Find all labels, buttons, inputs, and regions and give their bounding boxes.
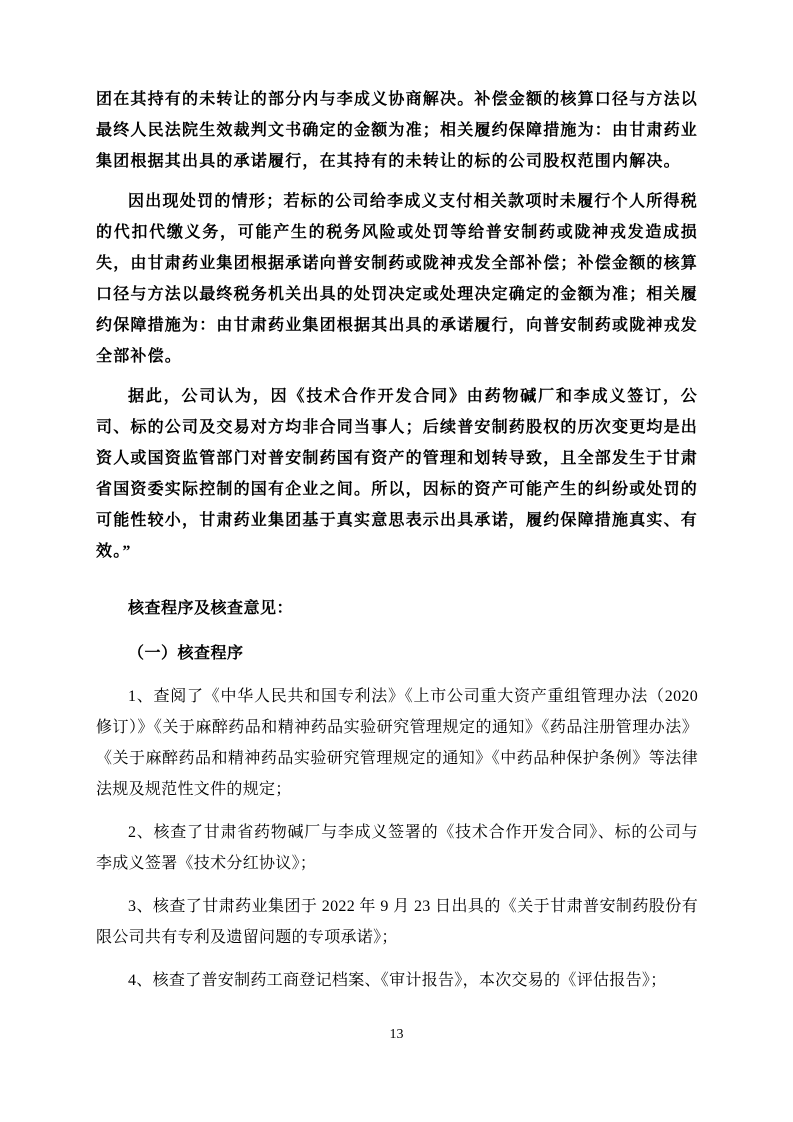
- body-paragraph-continuation: 团在其持有的未转让的部分内与李成义协商解决。补偿金额的核算口径与方法以最终人民法院生效裁判文书确定的金额为准；相关履约保障措施为：由甘肃药业集团根据其出具的承诺履行，在其持有的未转让的标的公司股权范围内解决。: [96, 91, 699, 170]
- list-item: 4、核查了普安制药工商登记档案、《审计报告》，本次交易的《评估报告》；: [128, 972, 667, 989]
- body-paragraph: 据此，公司认为，因《技术合作开发合同》由药物碱厂和李成义签订，公司、标的公司及交易对方均非合同当事人；后续普安制药股权的历次变更均是出资人或国资监管部门对普安制药国有资产的管理和划转导致，且全部发生于甘肃省国资委实际控制的国有企业之间。所以，因标的资产可能产生的纠纷或处罚的可能性较小，甘肃药业集团基于真实意思表示出具承诺，履约保障措施真实、有效。”: [96, 388, 699, 560]
- list-item: 3、核查了甘肃药业集团于 2022 年 9 月 23 日出具的《关于甘肃普安制药股份有限公司共有专利及遗留问题的专项承诺》；: [96, 898, 698, 946]
- list-item: 2、核查了甘肃省药物碱厂与李成义签署的《技术合作开发合同》、标的公司与李成义签署《技术分红协议》；: [96, 824, 698, 872]
- list-item: 1、查阅了《中华人民共和国专利法》《上市公司重大资产重组管理办法（2020修订）》《关于麻醉药品和精神药品实验研究管理规定的通知》《药品注册管理办法》《关于麻醉药品和精神药品实验研究管理规定的通知》《中药品种保护条例》等法律法规及规范性文件的规定；: [96, 688, 698, 798]
- document-content: [96, 84, 698, 1008]
- subsection-heading: （一）核查程序: [128, 645, 244, 662]
- page-number: 13: [389, 1027, 404, 1042]
- body-paragraph: 因出现处罚的情形；若标的公司给李成义支付相关款项时未履行个人所得税的代扣代缴义务，可能产生的税务风险或处罚等给普安制药或陇神戎发造成损失，由甘肃药业集团根据承诺向普安制药或陇神戎发全部补偿；补偿金额的核算口径与方法以最终税务机关出具的处罚决定或处理决定确定的金额为准；相关履约保障措施为：由甘肃药业集团根据其出具的承诺履行，向普安制药或陇神戎发全部补偿。: [96, 193, 699, 365]
- section-heading: 核查程序及核查意见：: [128, 600, 294, 617]
